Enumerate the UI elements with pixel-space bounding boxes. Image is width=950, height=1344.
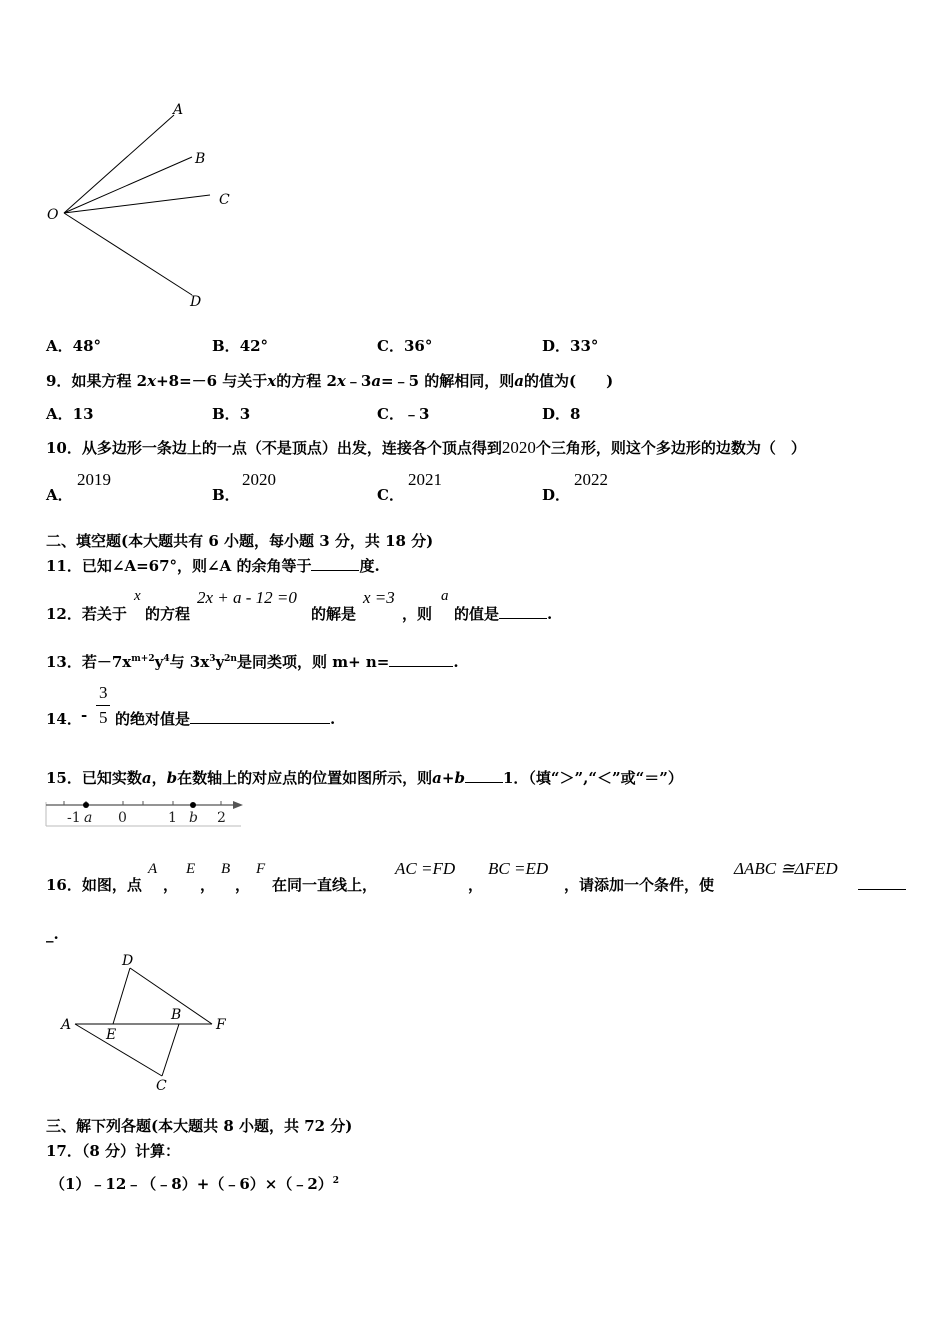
q11-stem: 11．已知∠A=67°，则∠A 的余角等于 度. <box>46 557 380 575</box>
q15-answer-blank[interactable] <box>465 767 503 783</box>
q10-option-b-value[interactable]: 2020 <box>242 470 276 489</box>
point-a <box>83 802 89 808</box>
q12-var-x: x <box>134 588 141 604</box>
q12-text-c: 的解是 <box>311 605 357 623</box>
q16-point-b: B <box>221 861 231 877</box>
q16-sep-3: ， <box>235 876 251 894</box>
label-o: O <box>47 207 59 223</box>
angle-figure <box>40 95 260 315</box>
q14-numerator: 3 <box>99 683 108 702</box>
q12-answer-blank[interactable] <box>499 603 547 619</box>
number-line <box>43 795 248 827</box>
q9-stem: 9．如果方程 2x+8=－6 与关于x的方程 2x﹣3a=﹣5 的解相同，则a的值为( ) <box>46 372 614 390</box>
q14-number: 14． <box>46 710 82 728</box>
q12-text-d: ，则 <box>402 605 433 623</box>
q9-option-b[interactable]: B．3 <box>212 405 251 423</box>
q14-sign: - <box>81 706 88 724</box>
q8-option-c[interactable]: C．36° <box>377 337 433 355</box>
q16-point-f: F <box>256 861 266 877</box>
label-b: B <box>195 151 206 167</box>
q14-fraction-bar <box>96 705 110 706</box>
q12-solution: x =3 <box>363 588 395 607</box>
q9-option-d[interactable]: D．8 <box>542 405 581 423</box>
q14-answer-blank[interactable] <box>190 708 330 724</box>
ray-od <box>64 213 192 295</box>
q16-sep-4: ， <box>468 876 484 894</box>
q10-option-c-value[interactable]: 2021 <box>408 470 442 489</box>
label-a: A <box>61 1017 72 1033</box>
q15-stem: 15．已知实数a，b在数轴上的对应点的位置如图所示，则a+b 1．（填“＞”,“＜”或“＝”） <box>46 769 683 787</box>
ray-ob <box>64 157 192 213</box>
q10-option-a-value[interactable]: 2019 <box>77 470 111 489</box>
q16-text-b: 在同一直线上， <box>272 876 378 894</box>
label-d: D <box>122 953 134 969</box>
q10-stem: 10．从多边形一条边上的一点（不是顶点）出发，连接各个顶点得到2020个三角形，则这个多边形的边数为（ ） <box>46 438 806 457</box>
segment-cb <box>162 1024 179 1076</box>
q16-tail: _. <box>46 925 59 943</box>
q10-option-c-letter[interactable]: C． <box>377 486 404 504</box>
q14-text: 的绝对值是 . <box>115 710 336 728</box>
q10-option-d-letter[interactable]: D． <box>542 486 571 504</box>
q16-point-e: E <box>186 861 196 877</box>
q10-option-b-letter[interactable]: B． <box>212 486 240 504</box>
q16-point-a: A <box>148 861 158 877</box>
q13-stem: 13．若$-7x^{m+2}y^4$与 $3x^3y^{2n}$是同类项，则 m+ n= . <box>46 653 459 671</box>
ray-oc <box>64 195 210 213</box>
tick-label-1: 1 <box>168 810 177 826</box>
q12-text-b: 的方程 <box>145 605 191 623</box>
tick-label-0: 0 <box>118 810 127 826</box>
segment-ed <box>113 968 130 1024</box>
q12-var-a: a <box>441 588 449 604</box>
q16-text-a: 16．如图，点 <box>46 876 142 894</box>
triangle-figure <box>55 948 245 1098</box>
tick-label-2: 2 <box>217 810 226 826</box>
q8-option-a[interactable]: A．48° <box>46 337 102 355</box>
q16-sep-1: ， <box>163 876 179 894</box>
q11-answer-blank[interactable] <box>311 555 359 571</box>
q13-answer-blank[interactable] <box>389 651 453 667</box>
q12-text-e: 的值是 . <box>454 605 553 623</box>
q12-text-a: 12．若关于 <box>46 605 127 623</box>
q9-option-c[interactable]: C．﹣3 <box>377 405 430 423</box>
label-e: E <box>106 1027 117 1043</box>
q10-option-a-letter[interactable]: A． <box>46 486 73 504</box>
label-b: B <box>171 1007 182 1023</box>
q16-sep-2: ， <box>200 876 216 894</box>
q12-equation: 2x + a - 12 =0 <box>197 588 297 607</box>
q9-option-a[interactable]: A．13 <box>46 405 94 423</box>
section-2-title: 二、填空题(本大题共有 6 小题，每小题 3 分，共 18 分) <box>46 532 434 550</box>
ray-oa <box>64 115 174 213</box>
q16-condition-1: AC =FD <box>395 859 456 878</box>
label-a: A <box>173 102 184 118</box>
q16-answer-blank[interactable] <box>858 874 906 890</box>
point-b <box>190 802 196 808</box>
q8-option-d[interactable]: D．33° <box>542 337 599 355</box>
q8-option-b[interactable]: B．42° <box>212 337 269 355</box>
label-c: C <box>219 192 230 208</box>
tick-label-neg1: -1 <box>67 810 81 826</box>
label-c: C <box>156 1078 167 1094</box>
q16-text-c: ，请添加一个条件，使 <box>564 876 715 894</box>
q17-part-1: （1）﹣12﹣（﹣8）+（﹣6）×（﹣2）$^2$ <box>50 1175 340 1193</box>
axis-arrow <box>233 801 243 809</box>
q10-option-d-value[interactable]: 2022 <box>574 470 608 489</box>
q14-denominator: 5 <box>99 708 108 727</box>
q16-congruence: ΔABC ≅ΔFED <box>734 859 838 878</box>
label-point-b: b <box>189 810 198 826</box>
segment-ac <box>75 1024 162 1076</box>
label-d: D <box>190 294 202 310</box>
q16-condition-2: BC =ED <box>488 859 549 878</box>
section-3-title: 三、解下列各题(本大题共 8 小题，共 72 分) <box>46 1117 353 1135</box>
label-point-a: a <box>84 810 93 826</box>
q17-stem: 17．（8 分）计算： <box>46 1142 181 1160</box>
label-f: F <box>216 1017 226 1033</box>
